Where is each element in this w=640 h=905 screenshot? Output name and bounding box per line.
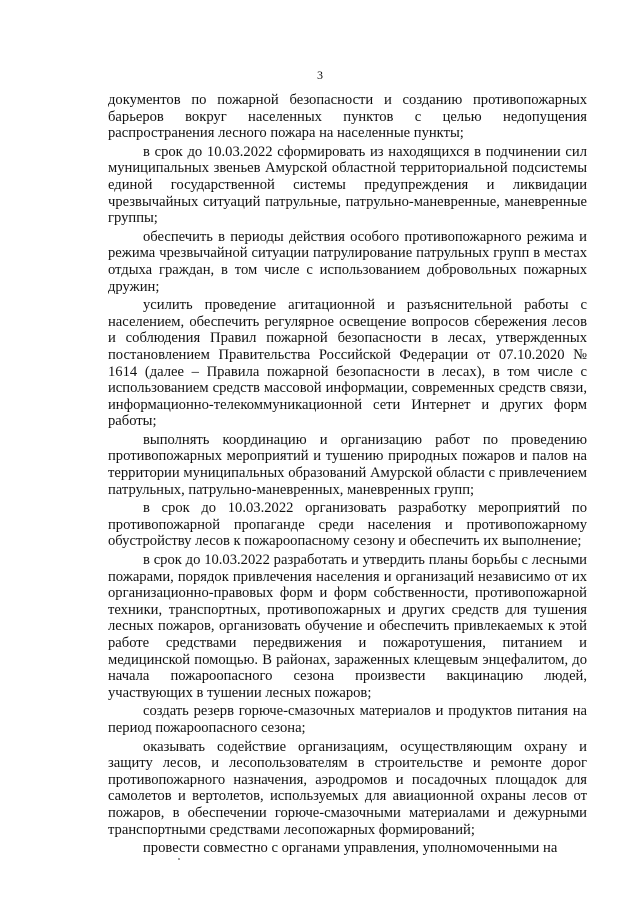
paragraph-3: обеспечить в периоды действия особого противопожарного режима и режима чрезвычайной ситуации патрулирование патрульных групп в местах отдыха граждан, в том числе с использованием добровольных пожарных дружин;	[108, 228, 587, 295]
document-body	[108, 92, 587, 859]
paragraph-9: оказывать содействие организациям, осуществляющим охрану и защиту лесов, и лесопользователям в строительстве и ремонте дорог противопожарного назначения, аэродромов и посадочных площадок для самолетов и вертолетов, используемых для авиационной охраны лесов от пожаров, в обеспечении горюче-смазочными материалами и дежурными транспортными средствами лесопожарных формирований;	[108, 738, 587, 838]
paragraph-8: создать резерв горюче-смазочных материалов и продуктов питания на период пожароопасного сезона;	[108, 703, 587, 736]
paragraph-6: в срок до 10.03.2022 организовать разработку мероприятий по противопожарной пропаганде среди населения и противопожарному обустройству лесов к пожароопасному сезону и обеспечить их выполнение;	[108, 500, 587, 550]
paragraph-4: усилить проведение агитационной и разъяснительной работы с населением, обеспечить регулярное освещение вопросов сбережения лесов и соблюдения Правил пожарной безопасности в лесах, утвержденных постановлением Правительства Российской Федерации от 07.10.2020 № 1614 (далее – Правила пожарной безопасности в лесах), в том числе с использованием средств массовой информации, современных средств связи, информационно-телекоммуникационной сети Интернет и других форм работы;	[108, 297, 587, 430]
paragraph-10: провести совместно с органами управления, уполномоченными на	[143, 840, 558, 857]
paragraph-5: выполнять координацию и организацию работ по проведению противопожарных мероприятий и тушению природных пожаров и палов на территории муниципальных образований Амурской области с привлечением патрульных, патрульно-маневренных, маневренных групп;	[108, 431, 587, 498]
paragraph-2: в срок до 10.03.2022 сформировать из находящихся в подчинении сил муниципальных звеньев Амурской областной территориальной подсистемы единой государственной системы предупреждения и ликвидации чрезвычайных ситуаций патрульные, патрульно-маневренные, маневренные группы;	[108, 143, 587, 227]
scan-speck	[178, 858, 180, 860]
paragraph-7: в срок до 10.03.2022 разработать и утвердить планы борьбы с лесными пожарами, порядок привлечения населения и организаций независимо от их организационно-правовых форм и форм собственности, противопожарной техники, транспортных, противопожарных и других средств для тушения лесных пожаров, организовать обучение и обеспечить привлекаемых к этой работе средствами передвижения и пожаротушения, питанием и медицинской помощью. В районах, зараженных клещевым энцефалитом, до начала пожароопасного сезона произвести вакцинацию людей, участвующих в тушении лесных пожаров;	[108, 552, 587, 701]
page-number: 3	[317, 68, 323, 82]
paragraph-1: документов по пожарной безопасности и созданию противопожарных барьеров вокруг населенных пунктов с целью недопущения распространения лесного пожара на населенные пункты;	[108, 92, 587, 142]
